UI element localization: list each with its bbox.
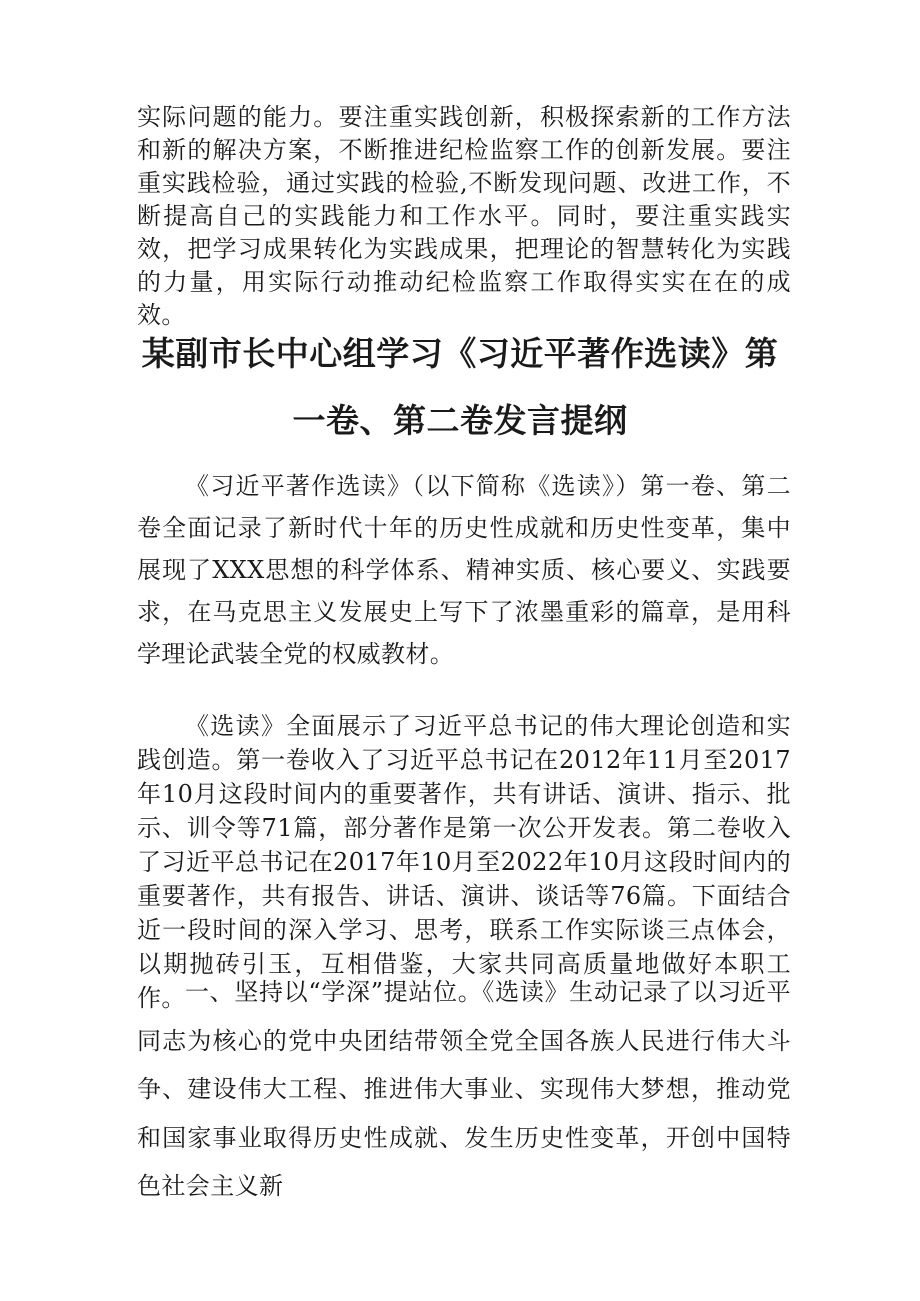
paragraph-intro-selected-works: 《习近平著作选读》（以下简称《选读》）第一卷、第二卷全面记录了新时代十年的历史性成就和历史性变革，集中展现了XXX思想的科学体系、精神实质、核心要义、实践要求，在马克思主义发展史上写下了浓墨重彩的篇章，是用科学理论武装全党的权威教材。 bbox=[137, 472, 791, 668]
title-line-1: 某副市长中心组学习《习近平著作选读》第 bbox=[141, 334, 779, 373]
intro-paragraph: 实际问题的能力。要注重实践创新，积极探索新的工作方法和新的解决方案，不断推进纪检监察工作的创新发展。要注重实践检验，通过实践的检验,不断发现问题、改进工作，不断提高自己的实践能力和工作水平。同时，要注重实践实效，把学习成果转化为实践成果，把理论的智慧转化为实践的力量，用实际行动推动纪检监察工作取得实实在在的成效。 bbox=[137, 103, 791, 329]
paragraph-volume-contents: 《选读》全面展示了习近平总书记的伟大理论创造和实践创造。第一卷收入了习近平总书记在2012年11月至2017年10月这段时间内的重要著作，共有讲话、演讲、指示、批示、训令等71篇，部分著作是第一次公开发表。第二卷收入了习近平总书记在2017年10月至2022年10月这段时间内的重要著作，共有报告、讲话、演讲、谈话等76篇。下面结合近一段时间的深入学习、思考，联系工作实际谈三点体会，以期抛砖引玉，互相借鉴，大家共同高质量地做好本职工作。 bbox=[137, 712, 791, 1012]
paragraph-point-one: 一、坚持以“学深”提站位。《选读》生动记录了以习近平同志为核心的党中央团结带领全党全国各族人民进行伟大斗争、建设伟大工程、推进伟大事业、实现伟大梦想，推动党和国家事业取得历史性成就、发生历史性变革，开创中国特色社会主义新 bbox=[137, 978, 791, 1200]
title-line-2: 一卷、第二卷发言提纲 bbox=[292, 401, 628, 440]
